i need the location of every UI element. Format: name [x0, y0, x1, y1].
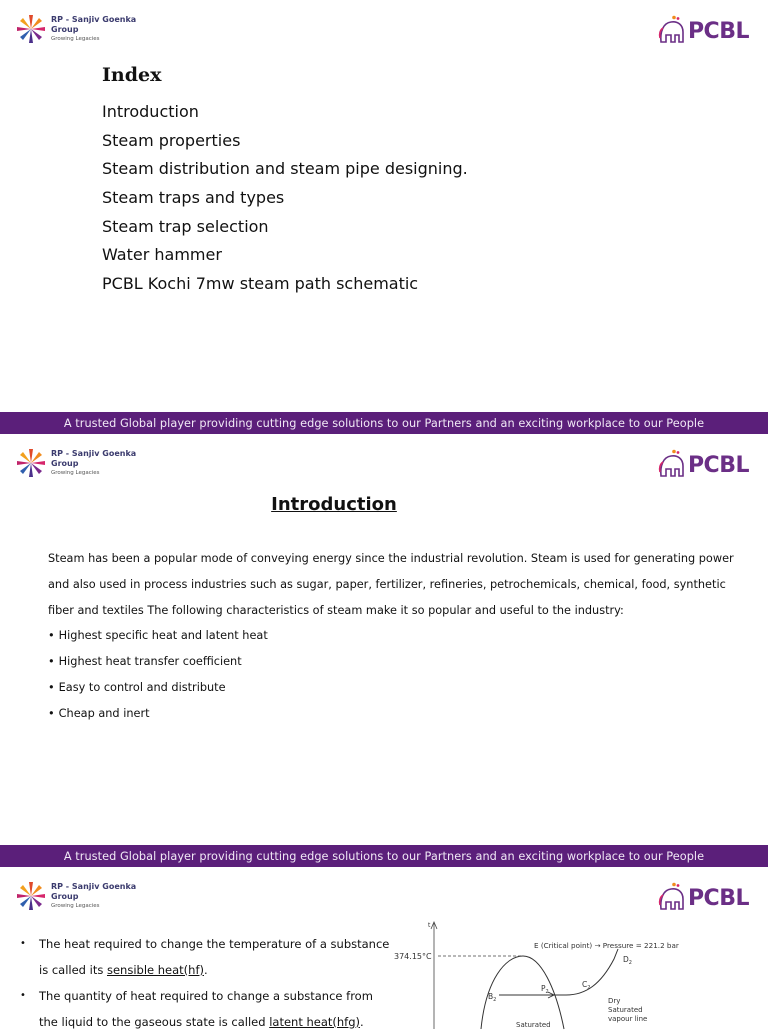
- bullet-text-part: .: [360, 1015, 364, 1029]
- list-item: [48, 675, 268, 701]
- saturated-region-label: Saturated: [516, 1021, 551, 1029]
- temperature-enthalpy-diagram: [386, 919, 726, 1029]
- heat-definition-list: [20, 931, 390, 1035]
- intro-paragraph: Steam has been a popular mode of conveying energy since the industrial revolution. Steam is used for generating power and also used in process industries such as sugar, paper, fertilizer, refineries, petrochemicals, chemical, food, synthetic fiber and textiles The following characteristics of steam make it so popular and useful to the industry:: [48, 552, 734, 617]
- group-name-line2: Group: [51, 892, 79, 901]
- bullet-text-part: .: [203, 963, 208, 977]
- company-name: PCBL: [687, 19, 749, 44]
- list-item: [20, 931, 390, 983]
- pcbl-logo: [657, 14, 749, 44]
- index-item: Steam distribution and steam pipe designing.: [102, 159, 468, 179]
- bullet-text: [39, 931, 390, 983]
- rp-sg-group-logo: [16, 14, 136, 44]
- group-tagline: Growing Legacies: [51, 470, 100, 476]
- slide-index: [0, 0, 768, 434]
- rp-sg-star-logo-icon: [16, 448, 46, 478]
- bullet-icon: •: [20, 990, 26, 1001]
- bullet-text: Highest specific heat and latent heat: [58, 629, 268, 642]
- index-item: Steam trap selection: [102, 216, 269, 236]
- bullet-text-part: The heat required to change the temperature of a substance is called its: [39, 937, 390, 977]
- list-item: [48, 649, 268, 675]
- list-item: [20, 983, 390, 1035]
- pcbl-elephant-logo-icon: [657, 881, 687, 911]
- group-tagline: Growing Legacies: [51, 903, 100, 909]
- rp-sg-star-logo-icon: [16, 881, 46, 911]
- bullet-icon: •: [48, 681, 55, 694]
- superheat-curve: [566, 949, 618, 995]
- label-d2: $D_2$: [623, 955, 632, 966]
- footer-banner: A trusted Global player providing cutting edge solutions to our Partners and an exciting workplace to our People: [0, 412, 768, 434]
- term-latent-heat: latent heat(hfg): [269, 1015, 361, 1029]
- index-item: Water hammer: [102, 245, 222, 265]
- saturation-dome: [481, 956, 564, 1029]
- dry-label: Dry: [608, 997, 621, 1005]
- group-name: RP - Sanjiv Goenka: [51, 15, 137, 24]
- saturated-label: Saturated: [608, 1006, 643, 1014]
- index-item: PCBL Kochi 7mw steam path schematic: [102, 274, 419, 294]
- bullet-text: Highest heat transfer coefficient: [58, 655, 242, 668]
- index-item: Steam traps and types: [102, 188, 285, 208]
- index-list: [102, 100, 468, 301]
- label-b2: $B_2$: [488, 992, 497, 1003]
- list-item: [48, 701, 268, 727]
- group-name-line2: Group: [51, 25, 79, 34]
- group-name: RP - Sanjiv Goenka: [51, 449, 137, 458]
- bullet-icon: •: [48, 655, 55, 668]
- t-axis-label: t: [428, 922, 431, 929]
- intro-bullet-list: [48, 623, 268, 727]
- rp-sg-star-logo-icon: [16, 14, 46, 44]
- company-name: PCBL: [687, 886, 749, 911]
- pcbl-logo: [657, 881, 749, 911]
- label-c2: $C_2$: [582, 980, 591, 991]
- term-sensible-heat: sensible heat(hf): [106, 963, 204, 977]
- bullet-icon: •: [48, 707, 55, 720]
- bullet-text: Cheap and inert: [58, 707, 150, 720]
- label-p2: $P_2$: [541, 984, 549, 995]
- index-title: Index: [102, 64, 162, 86]
- bullet-text-part: The quantity of heat required to change a substance from the liquid to the gaseous state is called: [39, 989, 373, 1029]
- pcbl-logo: [657, 448, 749, 478]
- group-name-line2: Group: [51, 459, 79, 468]
- bullet-icon: •: [20, 938, 26, 949]
- bullet-icon: •: [48, 629, 55, 642]
- critical-point-label: E (Critical point) → Pressure = 221.2 bar: [534, 941, 679, 950]
- slide-introduction: [0, 434, 768, 867]
- pcbl-elephant-logo-icon: [657, 14, 687, 44]
- company-name: PCBL: [687, 453, 749, 478]
- rp-sg-group-logo: [16, 448, 136, 478]
- index-item: Steam properties: [102, 130, 241, 150]
- index-item: Introduction: [102, 102, 199, 121]
- bullet-text: [39, 983, 390, 1035]
- bullet-text: Easy to control and distribute: [58, 681, 226, 694]
- critical-temperature-label: 374.15°C: [394, 952, 432, 961]
- slide-steam-properties: [0, 867, 768, 1029]
- footer-banner: A trusted Global player providing cutting edge solutions to our Partners and an exciting workplace to our People: [0, 845, 768, 867]
- rp-sg-group-logo: [16, 881, 136, 911]
- group-name: RP - Sanjiv Goenka: [51, 882, 137, 891]
- group-tagline: Growing Legacies: [51, 36, 100, 42]
- intro-title: Introduction: [271, 494, 397, 515]
- vapour-line-label: vapour line: [608, 1015, 648, 1023]
- list-item: [48, 623, 268, 649]
- pcbl-elephant-logo-icon: [657, 448, 687, 478]
